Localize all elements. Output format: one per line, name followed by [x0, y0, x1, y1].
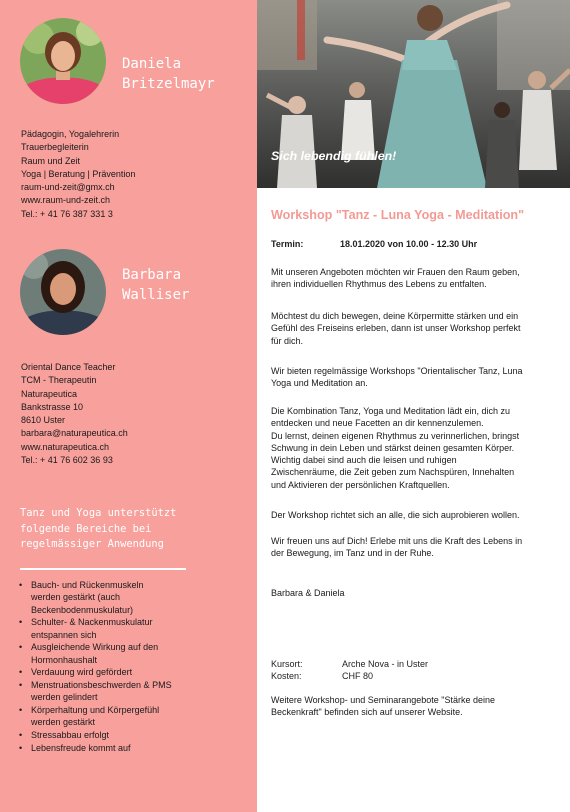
kosten-value: CHF 80 — [342, 671, 374, 681]
item-line: • Bauch- und Rückenmuskeln — [31, 580, 144, 590]
list-item — [17, 729, 253, 741]
paragraph — [271, 535, 561, 560]
termin-value: 18.01.2020 von 10.00 - 12.30 Uhr — [340, 239, 478, 249]
list-item — [17, 666, 253, 678]
text-line: Yoga und Meditation an. — [271, 378, 368, 389]
item-line: • Schulter- & Nackenmuskulatur — [31, 617, 153, 628]
heading-line: folgende Bereiche bei — [20, 522, 152, 535]
list-item — [17, 679, 253, 704]
info-line: Trauerbegleiterin — [21, 142, 89, 153]
info-line: Raum und Zeit — [21, 155, 81, 166]
text-line: der Bewegung, im Tanz und in der Ruhe. — [271, 548, 434, 559]
heading-line: regelmässiger Anwendung — [20, 538, 164, 551]
name-line: Britzelmayr — [122, 76, 215, 92]
text-line: für dich. — [271, 335, 304, 346]
info-line: Bankstrasse 10 — [21, 401, 84, 412]
hero-image — [257, 0, 570, 188]
heading-line: Tanz und Yoga unterstützt — [20, 507, 177, 519]
kursort-value: Arche Nova - in Uster — [342, 659, 429, 669]
name-line: Barbara — [122, 267, 182, 283]
footer-note — [271, 694, 561, 719]
item-line: werden gestärkt (auch — [31, 592, 121, 603]
list-item — [17, 616, 253, 641]
signature — [271, 587, 561, 599]
termin-row — [271, 239, 478, 249]
item-line: Hormonhaushalt — [31, 654, 98, 665]
item-line: • Ausgleichende Wirkung auf den — [31, 642, 159, 653]
text-line: und Aktivieren der persönlichen Kraftquellen. — [271, 479, 450, 490]
person-name-barbara — [122, 265, 189, 305]
website-link[interactable]: www.raum-und-zeit.ch — [21, 195, 111, 206]
info-line: Yoga | Beratung | Prävention — [21, 168, 136, 179]
contact-info-barbara — [21, 361, 128, 467]
email-link[interactable]: raum-und-zeit@gmx.ch — [21, 182, 115, 193]
text-line: Gefühl des Freiseins erleben, dann ist unser Workshop perfekt — [271, 323, 521, 334]
info-line: TCM - Therapeutin — [21, 375, 97, 386]
benefits-list — [17, 579, 253, 754]
portrait-barbara — [20, 249, 106, 335]
text-line: entdecken und neue Facetten an dir kennenzulemen. — [271, 418, 484, 429]
text-line: Weitere Workshop- und Seminarangebote "Stärke deine — [271, 695, 495, 705]
item-line: Beckenbodenmuskulatur) — [31, 604, 134, 615]
list-item — [17, 704, 253, 729]
benefits-heading — [20, 506, 248, 553]
item-line: • Lebensfreude kommt auf — [31, 742, 131, 753]
item-line: • Körperhaltung und Körpergefühl — [31, 704, 160, 715]
email-link[interactable]: barbara@naturapeutica.ch — [21, 428, 128, 439]
kosten-row — [271, 670, 374, 682]
name-line: Daniela — [122, 56, 182, 72]
text-line: Möchtest du dich bewegen, deine Körpermitte stärken und ein — [271, 311, 519, 321]
item-line: • Menstruationsbeschwerden & PMS — [31, 679, 172, 690]
item-line: werden gelindert — [31, 692, 98, 703]
text-line: Schwung in dein Leben und stärkst deinen gesamten Körper. — [271, 442, 515, 453]
info-line: Naturapeutica — [21, 388, 78, 399]
item-line: • Stressabbau erfolgt — [31, 729, 110, 740]
person-name-daniela — [122, 54, 215, 94]
kosten-label: Kosten: — [271, 671, 302, 681]
info-line: Oriental Dance Teacher — [21, 362, 116, 372]
text-line: ihren individuellen Rhythmus des Lebens zu entfalten. — [271, 279, 487, 290]
kursort-row — [271, 658, 429, 670]
text-line: Du lernst, deinen eigenen Rhythmus zu verinnerlichen, bringst — [271, 430, 520, 441]
phone-number: Tel.: + 41 76 602 36 93 — [21, 455, 113, 466]
text-line: Zwischenräume, die Zeit geben zum Nachspüren, Innehalten — [271, 467, 515, 478]
text-line: Beckenkraft" befinden sich auf unserer Website. — [271, 707, 463, 718]
workshop-title: Workshop "Tanz - Luna Yoga - Meditation" — [271, 208, 525, 222]
termin-label: Termin: — [271, 239, 304, 249]
phone-number: Tel.: + 41 76 387 331 3 — [21, 208, 113, 219]
paragraph — [271, 310, 561, 347]
text-line: Der Workshop richtet sich an alle, die sich auprobieren wollen. — [271, 510, 520, 520]
paragraph — [271, 509, 561, 521]
portrait-daniela — [20, 18, 106, 104]
text-line: Die Kombination Tanz, Yoga und Meditation lädt ein, dich zu — [271, 406, 510, 416]
info-line: Pädagogin, Yogalehrerin — [21, 129, 120, 139]
left-sidebar — [0, 0, 257, 812]
list-item — [17, 742, 253, 754]
text-line: Wir bieten regelmässige Workshops "Orientalischer Tanz, Luna — [271, 366, 523, 376]
info-line: 8610 Uster — [21, 415, 66, 426]
item-line: werden gestärkt — [31, 717, 96, 728]
item-line: • Verdauung wird gefördert — [31, 667, 133, 678]
website-link[interactable]: www.naturapeutica.ch — [21, 441, 110, 452]
list-item — [17, 579, 253, 616]
name-line: Walliser — [122, 287, 190, 303]
list-item — [17, 641, 253, 666]
hero-caption: Sich lebendig fühlen! — [271, 149, 397, 163]
text-line: Wichtig dabei sind auch die leisen und ruhigen — [271, 455, 457, 466]
text-line: Wir freuen uns auf Dich! Erlebe mit uns die Kraft des Lebens in — [271, 536, 523, 546]
item-line: entspannen sich — [31, 629, 97, 640]
divider — [20, 568, 186, 570]
paragraph — [271, 365, 561, 390]
paragraph — [271, 266, 561, 291]
text-line: Barbara & Daniela — [271, 588, 345, 598]
text-line: Mit unseren Angeboten möchten wir Frauen den Raum geben, — [271, 267, 520, 277]
contact-info-daniela — [21, 128, 135, 221]
paragraph — [271, 405, 561, 491]
kursort-label: Kursort: — [271, 659, 303, 669]
